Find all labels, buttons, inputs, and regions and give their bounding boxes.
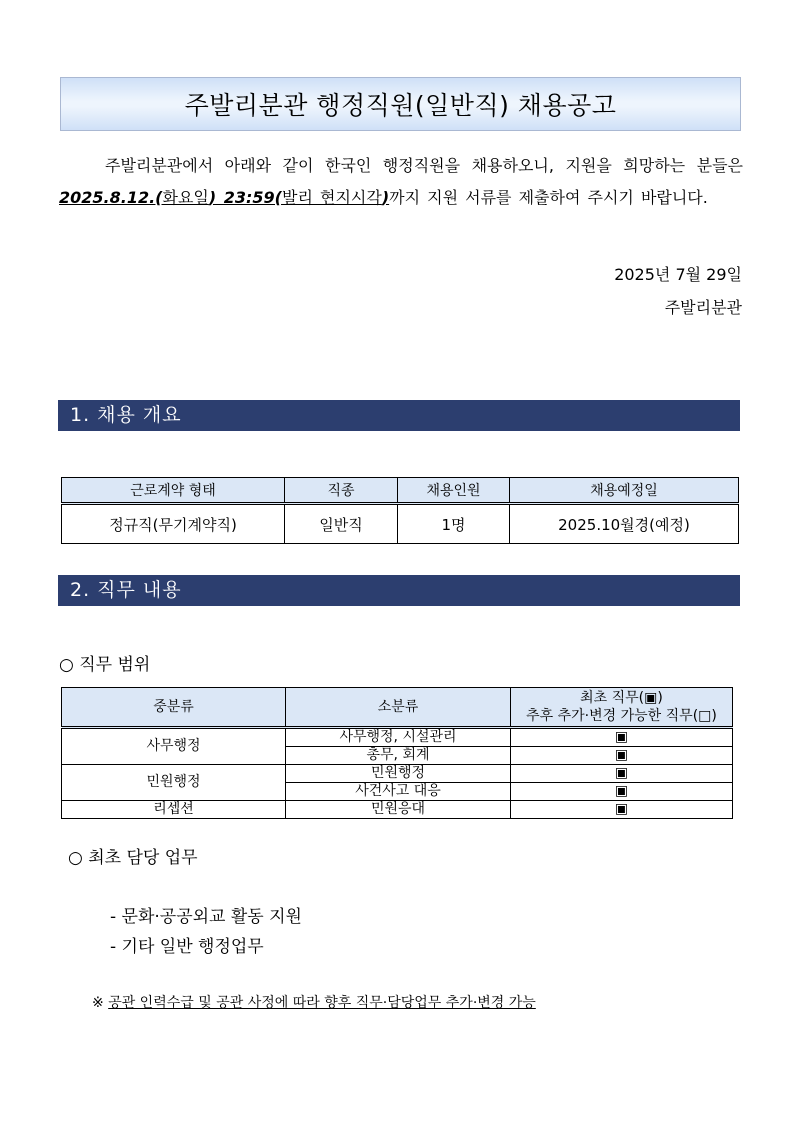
cell-contract-type: 정규직(무기계약직) xyxy=(62,504,285,544)
header-headcount: 채용인원 xyxy=(398,478,510,504)
cell-minor: 사건사고 대응 xyxy=(286,783,511,801)
cell-duty-mark: ▣ xyxy=(511,728,733,747)
table-row xyxy=(62,801,733,819)
header-duty xyxy=(511,688,733,728)
header-duty-line-1: 최초 직무(▣) xyxy=(580,690,663,706)
duty-scope-table xyxy=(61,687,733,819)
header-major-category: 중분류 xyxy=(62,688,286,728)
deadline-time: ) 23:59( xyxy=(208,188,282,207)
footnote xyxy=(92,992,536,1012)
notice-title: 주발리분관 행정직원(일반직) 채용공고 xyxy=(184,91,617,120)
table-row xyxy=(62,504,739,544)
footnote-mark: ※ xyxy=(92,995,104,1011)
deadline-day: 화요일 xyxy=(162,188,209,207)
header-contract-type: 근로계약 형태 xyxy=(62,478,285,504)
cell-start-date: 2025.10월경(예정) xyxy=(510,504,739,544)
cell-minor: 총무, 회계 xyxy=(286,747,511,765)
cell-duty-mark: ▣ xyxy=(511,801,733,819)
list-item: - 문화·공공외교 활동 지원 xyxy=(110,907,302,927)
intro-text-2: 까지 지원 서류를 제출하여 주시기 바랍니다. xyxy=(389,188,708,207)
cell-major: 사무행정 xyxy=(62,728,286,765)
header-job-type: 직종 xyxy=(285,478,398,504)
duty-scope-title: ○ 직무 범위 xyxy=(59,655,151,675)
table-row xyxy=(62,728,733,747)
intro-text-1: 주발리분관에서 아래와 같이 한국인 행정직원을 채용하오니, 지원을 희망하는 분들은 xyxy=(104,156,743,175)
notice-date: 2025년 7월 29일 xyxy=(614,265,742,284)
cell-minor: 사무행정, 시설관리 xyxy=(286,728,511,747)
cell-duty-mark: ▣ xyxy=(511,783,733,801)
section-2-heading: 2. 직무 내용 xyxy=(58,575,740,606)
cell-duty-mark: ▣ xyxy=(511,765,733,783)
cell-duty-mark: ▣ xyxy=(511,747,733,765)
intro-paragraph xyxy=(59,150,743,214)
cell-minor: 민원행정 xyxy=(286,765,511,783)
notice-title-box xyxy=(60,77,741,131)
table-header-row xyxy=(62,478,739,504)
header-duty-line-2: 추후 추가·변경 가능한 직무(□) xyxy=(526,708,717,724)
header-minor-category: 소분류 xyxy=(286,688,511,728)
hiring-overview-table xyxy=(61,477,739,544)
deadline-local: 발리 현지시각 xyxy=(281,188,382,207)
cell-minor: 민원응대 xyxy=(286,801,511,819)
table-row xyxy=(62,765,733,783)
cell-headcount: 1명 xyxy=(398,504,510,544)
initial-duties-title: ○ 최초 담당 업무 xyxy=(68,848,198,868)
initial-duties-list xyxy=(110,902,302,962)
cell-major: 민원행정 xyxy=(62,765,286,801)
list-item: - 기타 일반 행정업무 xyxy=(110,937,264,957)
cell-major: 리셉션 xyxy=(62,801,286,819)
deadline-date: 2025.8.12.( xyxy=(59,188,163,207)
footnote-text: 공관 인력수급 및 공관 사정에 따라 향후 직무·담당업무 추가·변경 가능 xyxy=(108,995,536,1011)
section-1-heading: 1. 채용 개요 xyxy=(58,400,740,431)
cell-job-type: 일반직 xyxy=(285,504,398,544)
deadline-close: ) xyxy=(381,188,390,207)
table-header-row xyxy=(62,688,733,728)
header-start-date: 채용예정일 xyxy=(510,478,739,504)
issuer-name: 주발리분관 xyxy=(664,298,742,317)
